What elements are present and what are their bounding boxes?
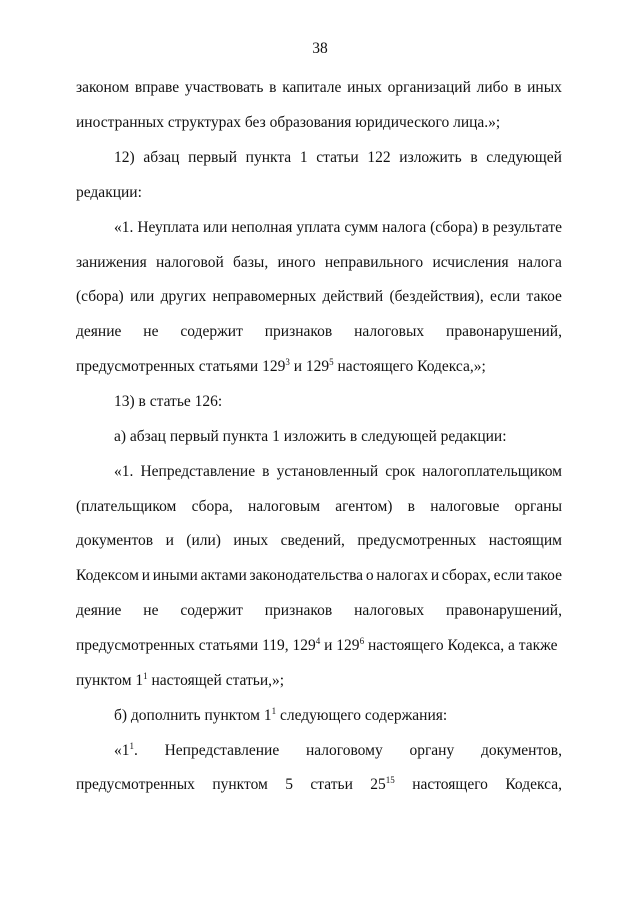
word <box>114 741 138 762</box>
word: актами <box>200 567 247 584</box>
text-line <box>76 636 562 657</box>
word: иными <box>152 567 198 584</box>
text-line: 13) в статье 126: <box>114 393 223 410</box>
word: (бездействия), <box>389 288 484 305</box>
word: Неуплата <box>137 219 200 236</box>
word: 12) <box>114 149 135 166</box>
word: в <box>481 219 490 236</box>
word: установленный <box>276 463 379 480</box>
text-run: б) дополнить пунктом 1 <box>114 707 272 724</box>
word: Непредставление <box>164 742 280 759</box>
word: (сбора) <box>76 288 124 305</box>
word: в <box>262 463 270 480</box>
word: или <box>203 219 228 236</box>
word: в <box>514 79 522 96</box>
superscript: 1 <box>129 741 134 751</box>
text-line <box>76 78 562 98</box>
text-line <box>76 601 562 621</box>
word: и <box>165 532 174 549</box>
word: следующей <box>486 149 562 166</box>
text-line: редакции: <box>76 184 142 201</box>
word: неправильного <box>324 254 424 271</box>
word: капитале <box>282 79 342 96</box>
text-line <box>114 218 562 238</box>
word: иных <box>527 79 562 96</box>
word: иного <box>277 254 316 271</box>
word: либо <box>476 79 509 96</box>
word: первый <box>188 149 238 166</box>
word: сумм <box>344 219 379 236</box>
word: (сбора) <box>430 219 478 236</box>
word: если <box>493 567 524 584</box>
text-run: . <box>134 742 138 759</box>
word: органу <box>409 742 455 759</box>
word: или <box>129 288 155 305</box>
word: налоговой <box>155 254 224 271</box>
word: «1. <box>114 463 134 480</box>
word <box>370 775 395 796</box>
text-line <box>76 287 562 307</box>
text-run: 25 <box>370 776 386 793</box>
word: налогах <box>376 567 429 584</box>
word: Непредставление <box>140 463 256 480</box>
word: такое <box>526 288 562 305</box>
word: иных <box>347 79 382 96</box>
word: не <box>143 602 159 619</box>
text-run: «1 <box>114 742 130 759</box>
word: участвовать <box>184 79 264 96</box>
word: содержит <box>180 323 243 340</box>
word: в <box>407 498 415 515</box>
word: правонарушений, <box>446 323 562 340</box>
word: срок <box>385 463 416 480</box>
text-line <box>76 531 562 551</box>
word: иных <box>233 532 269 549</box>
word: неполная <box>231 219 293 236</box>
word: о <box>365 567 374 584</box>
text-line <box>76 566 562 586</box>
text-line <box>114 741 562 762</box>
superscript: 1 <box>271 706 277 716</box>
text-run: настоящей статьи,»; <box>147 672 285 689</box>
word: предусмотренных <box>357 532 477 549</box>
word: изложить <box>399 149 462 166</box>
word: вправе <box>134 79 180 96</box>
word: результате <box>493 219 562 236</box>
word: признаков <box>264 602 333 619</box>
word: правонарушений, <box>446 602 562 619</box>
word: не <box>143 323 159 340</box>
word: занижения <box>76 254 147 271</box>
word: сбора, <box>191 498 233 515</box>
word: органы <box>514 498 562 515</box>
word: налоговому <box>305 742 383 759</box>
superscript: 1 <box>143 671 148 681</box>
word: 122 <box>367 149 391 166</box>
text-line <box>76 775 562 796</box>
word: и <box>141 567 150 584</box>
word: статьи <box>310 776 353 793</box>
superscript: 6 <box>359 636 365 646</box>
word: пункта <box>245 149 292 166</box>
word: исчисления <box>432 254 509 271</box>
word: налоговым <box>248 498 321 515</box>
word: агентом) <box>335 498 393 515</box>
word: документов <box>76 532 154 549</box>
text-run: и 129 <box>289 358 330 375</box>
word: Кодексом <box>76 567 139 584</box>
word: абзац <box>143 149 180 166</box>
word: в <box>269 79 277 96</box>
word: (плательщиком <box>76 498 177 515</box>
word: статьи <box>316 149 359 166</box>
word: налогоплательщиком <box>422 463 562 480</box>
word: налоговых <box>354 602 425 619</box>
text-line: иностранных структурах без образования юридического лица.»; <box>76 114 501 131</box>
word: 1 <box>299 149 308 166</box>
word: уплата <box>296 219 341 236</box>
superscript: 3 <box>285 357 290 367</box>
text-run: следующего содержания: <box>276 707 448 724</box>
text-line <box>114 706 562 727</box>
text-line <box>76 357 562 378</box>
word: налоговых <box>354 323 425 340</box>
text-run: пунктом 1 <box>76 672 144 689</box>
word: предусмотренных <box>76 776 195 793</box>
word: и <box>430 567 440 584</box>
word: признаков <box>264 323 333 340</box>
word: 5 <box>285 776 293 793</box>
word: документов, <box>480 742 562 759</box>
word: налоговые <box>430 498 500 515</box>
text-line <box>114 462 562 482</box>
word: настоящего <box>412 776 488 793</box>
word: налога <box>382 219 427 236</box>
word: действий <box>322 288 384 305</box>
text-run: предусмотренных статьями 129 <box>76 358 286 375</box>
word: других <box>160 288 207 305</box>
word: (или) <box>186 532 221 549</box>
text-run: и 129 <box>320 637 360 654</box>
text-run: настоящего Кодекса,»; <box>333 358 486 375</box>
word: Кодекса, <box>505 776 562 793</box>
word: законом <box>76 79 130 96</box>
text-line <box>76 671 562 692</box>
word: в <box>470 149 478 166</box>
word: базы, <box>233 254 269 271</box>
word: содержит <box>180 602 243 619</box>
word: налога <box>517 254 562 271</box>
word: организаций <box>387 79 471 96</box>
word: сборах, <box>441 567 491 584</box>
word: сведений, <box>280 532 345 549</box>
text-line <box>76 497 562 517</box>
text-run: настоящего Кодекса, а также <box>364 637 558 654</box>
text-run: предусмотренных статьями 119, 129 <box>76 637 316 654</box>
word: «1. <box>114 219 134 236</box>
text-line <box>76 322 562 342</box>
word: такое <box>526 567 562 584</box>
text-line: а) абзац первый пункта 1 изложить в следующей редакции: <box>114 428 507 445</box>
superscript: 5 <box>329 357 334 367</box>
word: пунктом <box>212 776 268 793</box>
word: законодательства <box>249 567 364 584</box>
word: если <box>490 288 521 305</box>
word: настоящим <box>488 532 562 549</box>
superscript: 15 <box>385 775 395 785</box>
word: деяние <box>76 323 122 340</box>
page-number: 38 <box>312 40 328 57</box>
text-line <box>76 253 562 273</box>
word: деяние <box>76 602 122 619</box>
word: неправомерных <box>212 288 317 305</box>
text-run <box>76 636 558 657</box>
text-line <box>114 148 562 168</box>
superscript: 4 <box>315 636 321 646</box>
